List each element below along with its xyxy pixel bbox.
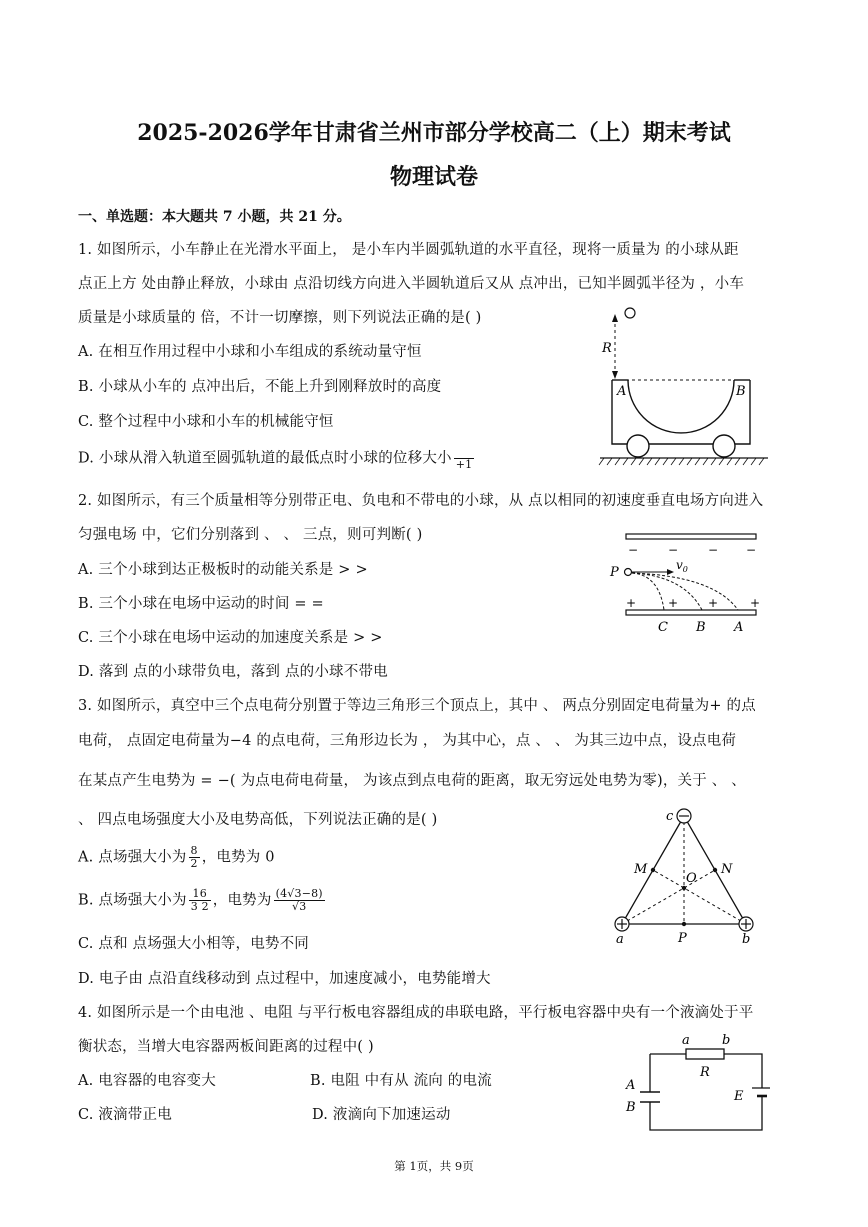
- q1-option-d-text: D. 小球从滑入轨道至圆弧轨道的最低点时小球的位移大小: [78, 450, 452, 467]
- q2-option-a: A. 三个小球到达正极板时的动能关系是 > >: [78, 562, 368, 578]
- q3-option-b-mid: ，电势为: [212, 892, 272, 909]
- q2-minus-2: −: [668, 543, 679, 557]
- q2-option-d: D. 落到 点的小球带负电，落到 点的小球不带电: [78, 664, 388, 680]
- q1-cart-figure: [598, 302, 778, 468]
- q3-option-b-num1: 16: [189, 888, 211, 901]
- q2-trajectory-c: [632, 573, 664, 610]
- q4-label-capacitor-a: A: [626, 1078, 636, 1093]
- q3-point-m: [651, 868, 655, 872]
- q4-label-r: R: [700, 1065, 710, 1080]
- q4-circuit-figure: [620, 1030, 770, 1136]
- q2-label-v-main: v: [676, 558, 683, 572]
- q3-option-a-fraction: [189, 845, 200, 870]
- q1-option-a: A. 在相互作用过程中小球和小车组成的系统动量守恒: [78, 344, 422, 360]
- q3-label-a: a: [616, 932, 624, 947]
- q3-label-m: M: [634, 862, 648, 877]
- q4-option-d: D. 液滴向下加速运动: [312, 1107, 451, 1123]
- q4-label-capacitor-b: B: [626, 1100, 636, 1115]
- q1-label-b: B: [736, 384, 746, 399]
- q2-option-c: C. 三个小球在电场中运动的加速度关系是 > >: [78, 630, 383, 646]
- q1-stem-line2: 点正上方 处由静止释放，小球由 点沿切线方向进入半圆轨道后又从 点冲出，已知半圆弧半径为 ，小车: [78, 276, 745, 292]
- q3-option-b-fraction1: [189, 888, 211, 913]
- q3-option-b-num2: (4√3−8): [275, 887, 323, 900]
- q3-option-b-text: B. 点场强大小为: [78, 892, 187, 909]
- q3-label-c: c: [666, 809, 674, 824]
- q1-arrow-up: [612, 314, 618, 322]
- page-footer: 第 1页，共 9页: [394, 1159, 474, 1173]
- q2-top-plate: [626, 534, 756, 539]
- section-heading: 一、单选题：本大题共 7 小题，共 21 分。: [78, 209, 351, 225]
- q3-median-a: [622, 870, 715, 924]
- q4-stem-line1: 4. 如图所示是一个由电池 、电阻 与平行板电容器组成的串联电路，平行板电容器中央有一个液滴处于平: [78, 1005, 754, 1021]
- q3-stem-line1: 3. 如图所示，真空中三个点电荷分别置于等边三角形三个顶点上，其中 、 两点分别固定电荷量为+ 的点: [78, 698, 756, 714]
- q1-wheel-right: [713, 435, 735, 457]
- q1-arrow-down: [612, 371, 618, 379]
- q3-option-a-text: A. 点场强大小为: [78, 849, 187, 866]
- q3-stem-line3: 在某点产生电势为 = −( 为点电荷电荷量， 为该点到点电荷的距离，取无穷远处电势为零)，关于 、 、: [78, 773, 746, 789]
- q2-label-v-sub: 0: [682, 565, 688, 574]
- q1-label-a: A: [617, 384, 627, 399]
- q3-stem-line4: 、 四点电场强度大小及电势高低，下列说法正确的是( ): [78, 812, 438, 828]
- q3-option-c: C. 点和 点场强大小相等，电势不同: [78, 936, 310, 952]
- q3-label-b: b: [742, 932, 751, 947]
- q2-plus-2: +: [668, 596, 679, 610]
- q1-semicircle-track: [628, 380, 734, 433]
- q3-option-a: [78, 845, 275, 870]
- q3-option-d: D. 电子由 点沿直线移动到 点过程中，加速度减小，电势能增大: [78, 971, 491, 987]
- q1-ball: [625, 308, 635, 318]
- q3-option-b-den1: 3 2: [190, 900, 209, 913]
- q2-plus-3: +: [708, 596, 719, 610]
- q2-field-figure: [604, 528, 774, 638]
- q3-point-o: [682, 886, 686, 890]
- q4-option-b: B. 电阻 中有从 流向 的电流: [310, 1073, 492, 1089]
- q3-label-o: O: [686, 871, 697, 886]
- q2-label-p: P: [610, 565, 619, 580]
- q3-median-b: [653, 870, 746, 924]
- q2-label-b: B: [696, 620, 706, 635]
- q1-wheel-left: [627, 435, 649, 457]
- q3-triangle-figure: [604, 806, 764, 948]
- q2-bottom-plate: [626, 610, 756, 615]
- q2-label-v: [676, 558, 688, 574]
- q1-option-d-den: +1: [455, 458, 473, 471]
- q1-cart-body: [612, 380, 750, 444]
- q2-trajectory-b: [632, 573, 702, 610]
- q3-option-b: [78, 888, 327, 913]
- q4-stem-line2: 衡状态，当增大电容器两板间距离的过程中( ): [78, 1039, 374, 1055]
- q4-option-c: C. 液滴带正电: [78, 1107, 172, 1123]
- q3-stem-line2: 电荷， 点固定电荷量为−4 的点电荷，三角形边长为 ， 为其中心，点 、 、 为其三边中点，设点电荷: [78, 733, 737, 749]
- q2-minus-3: −: [708, 543, 719, 557]
- q2-label-c: C: [658, 620, 668, 635]
- q3-option-a-post: ，电势为 0: [201, 849, 275, 866]
- q4-label-e: E: [734, 1089, 744, 1104]
- q3-label-n: N: [721, 862, 733, 877]
- q1-stem-line3: 质量是小球质量的 倍，不计一切摩擦，则下列说法正确的是( ): [78, 310, 482, 326]
- q2-minus-4: −: [746, 543, 757, 557]
- q3-label-p: P: [678, 931, 687, 946]
- q2-option-b: B. 三个小球在电场中运动的时间 = =: [78, 596, 324, 612]
- q1-ground-hatch: [599, 458, 764, 465]
- q1-option-d-fraction: [454, 446, 475, 471]
- q4-resistor: [686, 1049, 724, 1059]
- q2-stem-line1: 2. 如图所示，有三个质量相等分别带正电、负电和不带电的小球，从 点以相同的初速度垂直电场方向进入: [78, 493, 764, 509]
- q4-label-b: b: [722, 1033, 731, 1048]
- q2-plus-1: +: [626, 596, 637, 610]
- q2-arrowhead: [667, 569, 674, 575]
- page-title: 2025-2026学年甘肃省兰州市部分学校高二（上）期末考试: [137, 120, 731, 146]
- q4-label-a: a: [682, 1033, 690, 1048]
- q3-option-b-den2: √3: [291, 900, 307, 913]
- q3-point-n: [713, 868, 717, 872]
- q2-minus-1: −: [628, 543, 639, 557]
- q1-option-b: B. 小球从小车的 点冲出后，不能上升到刚释放时的高度: [78, 379, 442, 395]
- q1-stem-line1: 1. 如图所示，小车静止在光滑水平面上， 是小车内半圆弧轨道的水平直径，现将一质量为 的小球从距: [78, 242, 739, 258]
- q2-ball: [625, 569, 632, 576]
- q4-option-a: A. 电容器的电容变大: [78, 1073, 216, 1089]
- q1-option-d: [78, 446, 476, 471]
- q2-label-a: A: [734, 620, 744, 635]
- q2-plus-4: +: [750, 596, 761, 610]
- page-subtitle: 物理试卷: [389, 164, 478, 190]
- q3-option-b-fraction2: [274, 888, 325, 913]
- q3-option-a-num: 8: [190, 844, 198, 857]
- q3-point-p: [682, 922, 686, 926]
- q3-option-a-den: 2: [190, 857, 198, 870]
- q1-option-c: C. 整个过程中小球和小车的机械能守恒: [78, 414, 334, 430]
- q2-stem-line2: 匀强电场 中，它们分别落到 、 、 三点，则可判断( ): [78, 527, 423, 543]
- q1-label-r: R: [602, 341, 612, 356]
